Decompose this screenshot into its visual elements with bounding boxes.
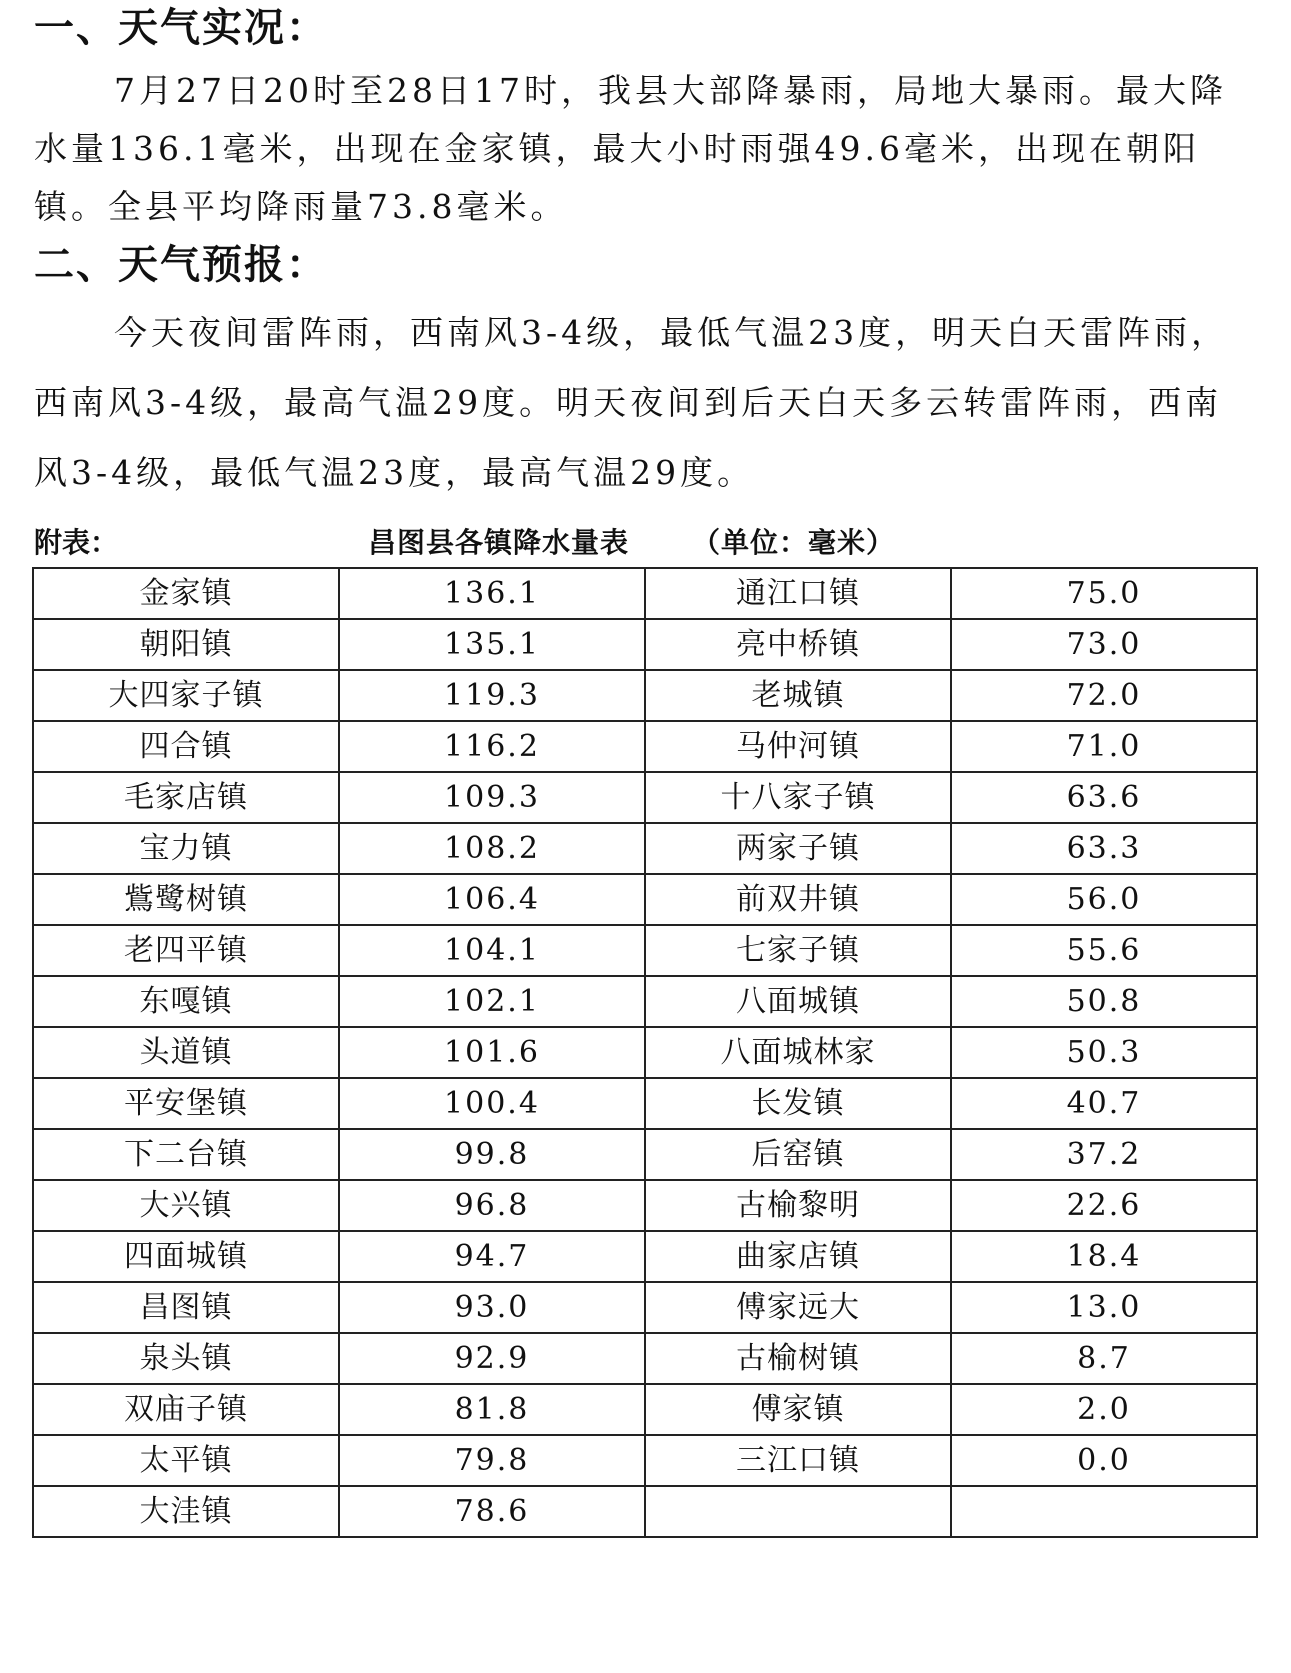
table-row <box>33 568 1257 619</box>
town-name-cell: 鴜鹭树镇 <box>33 874 339 925</box>
rainfall-value-cell: 93.0 <box>339 1282 645 1333</box>
table-row <box>33 721 1257 772</box>
weather-observation-paragraph: 7月27日20时至28日17时，我县大部降暴雨，局地大暴雨。最大降水量136.1毫米，出现在金家镇，最大小时雨强49.6毫米，出现在朝阳镇。全县平均降雨量73.8毫米。 <box>34 71 1227 226</box>
rainfall-value-cell: 75.0 <box>951 568 1257 619</box>
rainfall-value-cell: 63.6 <box>951 772 1257 823</box>
town-name-cell: 下二台镇 <box>33 1129 339 1180</box>
town-name-cell: 四面城镇 <box>33 1231 339 1282</box>
town-name-cell: 大洼镇 <box>33 1486 339 1537</box>
table-row <box>33 874 1257 925</box>
town-name-cell: 老城镇 <box>645 670 951 721</box>
rainfall-value-cell: 22.6 <box>951 1180 1257 1231</box>
rainfall-value-cell: 92.9 <box>339 1333 645 1384</box>
town-name-cell: 七家子镇 <box>645 925 951 976</box>
section-heading-weather-forecast: 二、天气预报： <box>34 242 328 288</box>
town-name-cell: 长发镇 <box>645 1078 951 1129</box>
table-row <box>33 1231 1257 1282</box>
rainfall-value-cell: 13.0 <box>951 1282 1257 1333</box>
town-name-cell <box>645 1486 951 1537</box>
town-name-cell: 傅家镇 <box>645 1384 951 1435</box>
town-name-cell: 八面城镇 <box>645 976 951 1027</box>
rainfall-value-cell: 99.8 <box>339 1129 645 1180</box>
rainfall-value-cell: 0.0 <box>951 1435 1257 1486</box>
town-name-cell: 后窑镇 <box>645 1129 951 1180</box>
rainfall-value-cell: 78.6 <box>339 1486 645 1537</box>
rainfall-value-cell: 94.7 <box>339 1231 645 1282</box>
town-name-cell: 曲家店镇 <box>645 1231 951 1282</box>
town-name-cell: 两家子镇 <box>645 823 951 874</box>
town-name-cell: 太平镇 <box>33 1435 339 1486</box>
table-row <box>33 1384 1257 1435</box>
rainfall-value-cell: 50.3 <box>951 1027 1257 1078</box>
table-row <box>33 1078 1257 1129</box>
town-name-cell: 亮中桥镇 <box>645 619 951 670</box>
table-caption <box>34 523 1254 563</box>
table-row <box>33 823 1257 874</box>
rainfall-value-cell: 108.2 <box>339 823 645 874</box>
town-name-cell: 马仲河镇 <box>645 721 951 772</box>
town-name-cell: 双庙子镇 <box>33 1384 339 1435</box>
table-row <box>33 976 1257 1027</box>
town-name-cell: 十八家子镇 <box>645 772 951 823</box>
table-row <box>33 772 1257 823</box>
rainfall-value-cell: 135.1 <box>339 619 645 670</box>
town-name-cell: 大兴镇 <box>33 1180 339 1231</box>
rainfall-value-cell: 136.1 <box>339 568 645 619</box>
rainfall-value-cell: 40.7 <box>951 1078 1257 1129</box>
rainfall-value-cell: 50.8 <box>951 976 1257 1027</box>
town-name-cell: 四合镇 <box>33 721 339 772</box>
rainfall-value-cell: 81.8 <box>339 1384 645 1435</box>
town-name-cell: 通江口镇 <box>645 568 951 619</box>
town-name-cell: 傅家远大 <box>645 1282 951 1333</box>
town-name-cell: 毛家店镇 <box>33 772 339 823</box>
weather-forecast-paragraph: 今天夜间雷阵雨，西南风3-4级，最低气温23度，明天白天雷阵雨，西南风3-4级，最高气温29度。明天夜间到后天白天多云转雷阵雨，西南风3-4级，最低气温23度，最高气温29度。 <box>34 313 1229 492</box>
rainfall-value-cell: 119.3 <box>339 670 645 721</box>
town-name-cell: 三江口镇 <box>645 1435 951 1486</box>
rainfall-value-cell: 79.8 <box>339 1435 645 1486</box>
table-row <box>33 1435 1257 1486</box>
rainfall-value-cell: 55.6 <box>951 925 1257 976</box>
rainfall-value-cell: 8.7 <box>951 1333 1257 1384</box>
rainfall-value-cell: 116.2 <box>339 721 645 772</box>
table-row <box>33 1027 1257 1078</box>
rainfall-value-cell: 106.4 <box>339 874 645 925</box>
precipitation-table-body <box>33 568 1257 1537</box>
rainfall-value-cell: 109.3 <box>339 772 645 823</box>
town-name-cell: 大四家子镇 <box>33 670 339 721</box>
town-name-cell: 朝阳镇 <box>33 619 339 670</box>
town-name-cell: 金家镇 <box>33 568 339 619</box>
town-name-cell: 东嘎镇 <box>33 976 339 1027</box>
rainfall-value-cell: 56.0 <box>951 874 1257 925</box>
rainfall-value-cell: 96.8 <box>339 1180 645 1231</box>
town-name-cell: 头道镇 <box>33 1027 339 1078</box>
town-name-cell: 宝力镇 <box>33 823 339 874</box>
rainfall-value-cell: 18.4 <box>951 1231 1257 1282</box>
town-name-cell: 古榆树镇 <box>645 1333 951 1384</box>
rainfall-value-cell: 73.0 <box>951 619 1257 670</box>
rainfall-value-cell: 100.4 <box>339 1078 645 1129</box>
rainfall-value-cell: 101.6 <box>339 1027 645 1078</box>
rainfall-value-cell: 2.0 <box>951 1384 1257 1435</box>
rainfall-value-cell: 104.1 <box>339 925 645 976</box>
town-name-cell: 前双井镇 <box>645 874 951 925</box>
table-row <box>33 1180 1257 1231</box>
rainfall-value-cell: 72.0 <box>951 670 1257 721</box>
rainfall-value-cell: 37.2 <box>951 1129 1257 1180</box>
precipitation-table <box>32 567 1258 1538</box>
table-title: 昌图县各镇降水量表 <box>368 526 630 559</box>
section-heading-weather-observation: 一、天气实况： <box>34 5 328 51</box>
table-row <box>33 1282 1257 1333</box>
town-name-cell: 老四平镇 <box>33 925 339 976</box>
town-name-cell: 平安堡镇 <box>33 1078 339 1129</box>
rainfall-value-cell: 63.3 <box>951 823 1257 874</box>
rainfall-value-cell: 71.0 <box>951 721 1257 772</box>
table-row <box>33 925 1257 976</box>
rainfall-value-cell <box>951 1486 1257 1537</box>
town-name-cell: 八面城林家 <box>645 1027 951 1078</box>
table-unit: （单位：毫米） <box>692 526 896 559</box>
town-name-cell: 泉头镇 <box>33 1333 339 1384</box>
town-name-cell: 昌图镇 <box>33 1282 339 1333</box>
table-row <box>33 1486 1257 1537</box>
table-row <box>33 619 1257 670</box>
table-row <box>33 670 1257 721</box>
rainfall-value-cell: 102.1 <box>339 976 645 1027</box>
table-row <box>33 1333 1257 1384</box>
table-row <box>33 1129 1257 1180</box>
town-name-cell: 古榆黎明 <box>645 1180 951 1231</box>
table-caption-label: 附表： <box>34 526 119 559</box>
